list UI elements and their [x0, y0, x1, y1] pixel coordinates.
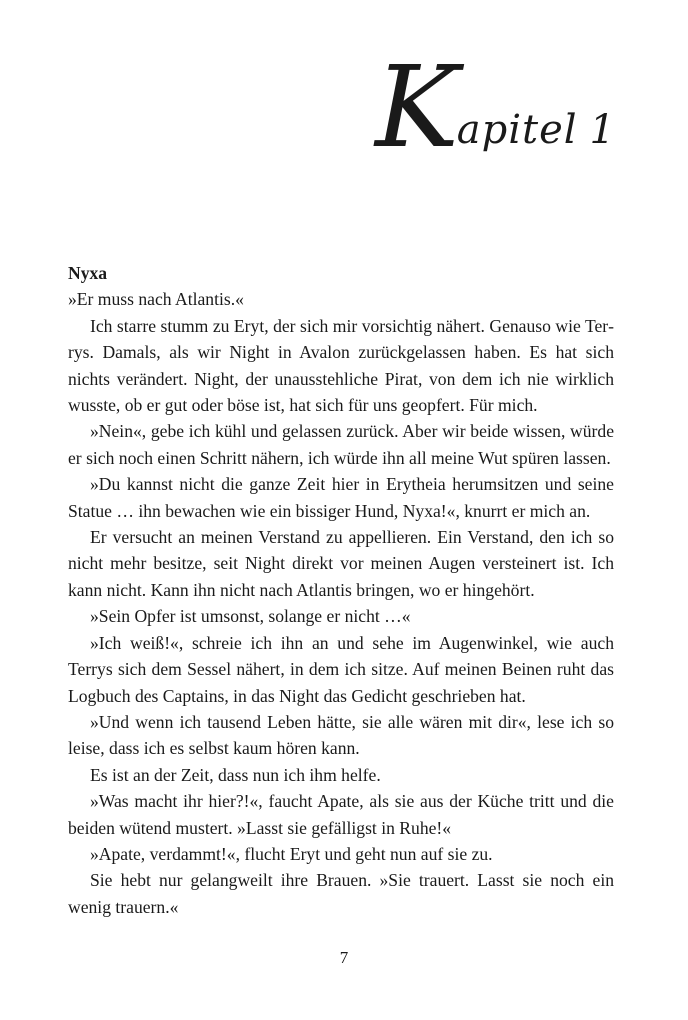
paragraph: »Was macht ihr hier?!«, faucht Apate, als sie aus der Küche tritt und die beiden wütend mustert. »Lasst sie gefälligst in Ruhe!« — [68, 791, 614, 838]
paragraph: »Nein«, gebe ich kühl und gelassen zurück. Aber wir beide wissen, würde er sich noch einen Schritt nähern, ich würde ihn all meine Wut spüren lassen. — [68, 421, 614, 468]
paragraph: Es ist an der Zeit, dass nun ich ihm helfe. — [90, 764, 381, 785]
paragraph: Er versucht an meinen Verstand zu appellieren. Ein Verstand, den ich so nicht mehr besitze, seit Night direkt vor meinen Augen versteinert ist. Ich kann nicht. Kann ihn nicht nach Atlantis bringen, wo er hingehört. — [68, 527, 614, 600]
paragraph: Ich starre stumm zu Eryt, der sich mir vorsichtig nähert. Genauso wie Terrys. Damals, als wir Night in Avalon zurückgelassen haben. Es hat sich nichts verändert. Night, der unausstehliche Pirat, von dem ich nie wirklich wusste, ob er gut oder böse ist, hat sich für uns geopfert. Für mich. — [68, 315, 614, 416]
paragraph: »Ich weiß!«, schreie ich ihn an und sehe im Augenwinkel, wie auch Terrys sich dem Sessel nähert, in dem ich sitze. Auf meinen Beinen ruht das Logbuch des Captains, in das Night das Gedicht geschrieben hat. — [68, 632, 614, 706]
paragraph: »Du kannst nicht die ganze Zeit hier in Erytheia herumsitzen und seine Statue … ihn bewachen wie ein bissiger Hund, Nyxa!«, knurrt er mich an. — [68, 474, 614, 521]
paragraph: »Sein Opfer ist umsonst, solange er nicht …« — [90, 606, 411, 627]
paragraph: Sie hebt nur gelangweilt ihre Brauen. »Sie trauert. Lasst sie noch ein wenig trauern.« — [68, 870, 614, 917]
page-number: 7 — [339, 948, 349, 967]
chapter-number: 1 — [589, 107, 616, 153]
chapter-heading — [375, 43, 616, 173]
paragraph: »Und wenn ich tausend Leben hätte, sie alle wären mit dir«, lese ich so leise, dass ich es selbst kaum hören kann. — [68, 711, 614, 759]
paragraph: »Er muss nach Atlantis.« — [68, 289, 244, 310]
speaker-name: Nyxa — [68, 263, 108, 283]
chapter-initial: K — [375, 43, 459, 173]
paragraph: »Apate, verdammt!«, flucht Eryt und geht nun auf sie zu. — [90, 843, 493, 864]
chapter-title — [456, 107, 616, 164]
chapter-body — [68, 260, 614, 920]
chapter-word: apitel — [456, 107, 578, 153]
